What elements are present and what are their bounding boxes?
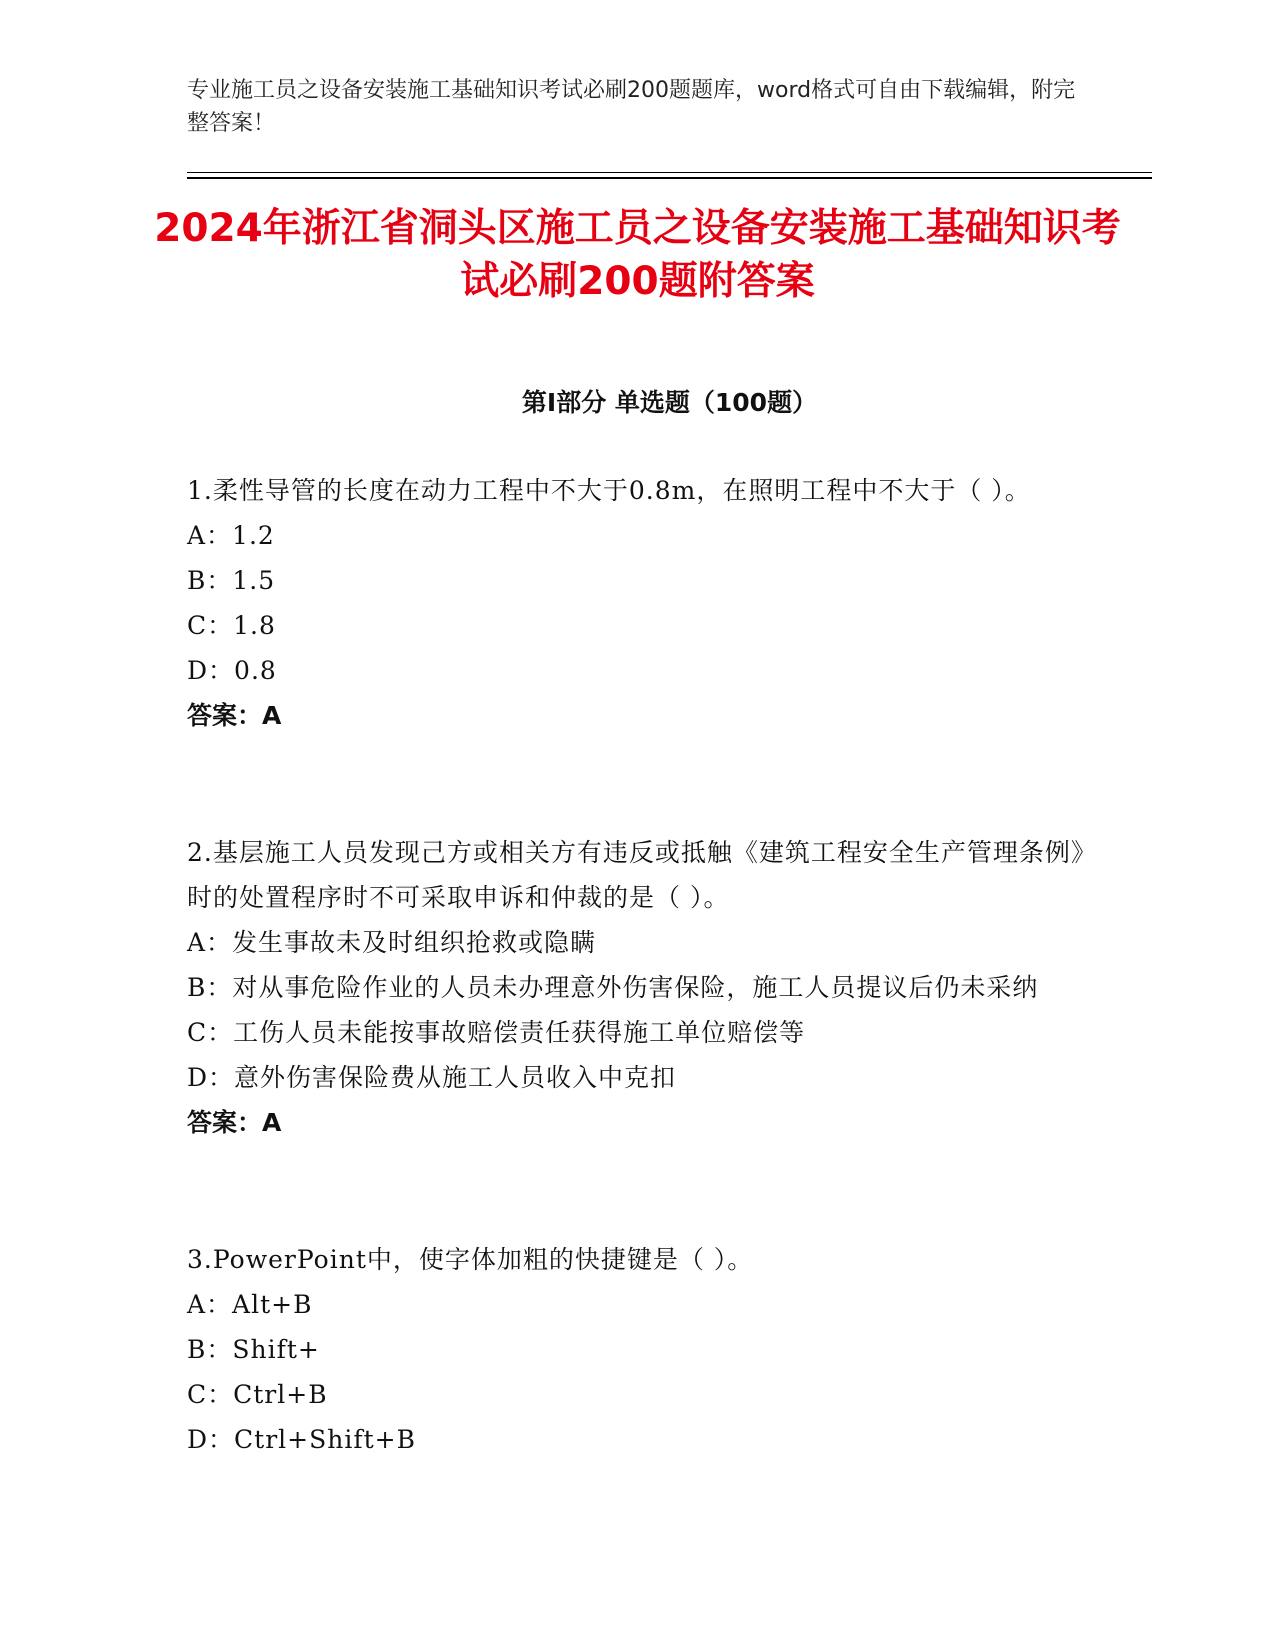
question-2: [187, 830, 1087, 1145]
section-heading: 第Ⅰ部分 单选题（100题）: [521, 388, 818, 417]
question-text: 1.柔性导管的长度在动力工程中不大于0.8m，在照明工程中不大于（ ）。: [187, 476, 1031, 505]
option-a: A：发生事故未及时组织抢救或隐瞒: [187, 928, 597, 957]
option-b: B：对从事危险作业的人员未办理意外伤害保险，施工人员提议后仍未采纳: [187, 973, 1039, 1002]
document-title: 2024年浙江省洞头区施工员之设备安装施工基础知识考试必刷200题附答案: [154, 206, 1121, 304]
answer: 答案：A: [187, 701, 282, 730]
option-d: D：意外伤害保险费从施工人员收入中克扣: [187, 1063, 677, 1092]
question-3: [187, 1237, 1087, 1462]
option-d: D：0.8: [187, 656, 277, 685]
header-note: 专业施工员之设备安装施工基础知识考试必刷200题题库，word格式可自由下载编辑，附完整答案！: [187, 78, 1076, 136]
option-a: A：Alt+B: [187, 1290, 313, 1319]
option-b: B：Shift+: [187, 1335, 320, 1364]
option-b: B：1.5: [187, 566, 276, 595]
question-text: 3.PowerPoint中，使字体加粗的快捷键是（ ）。: [187, 1245, 754, 1274]
header-rule-thin: [187, 172, 1152, 173]
option-c: C：工伤人员未能按事故赔偿责任获得施工单位赔偿等: [187, 1018, 806, 1047]
answer: 答案：A: [187, 1108, 282, 1137]
option-c: C：1.8: [187, 611, 276, 640]
option-d: D：Ctrl+Shift+B: [187, 1425, 416, 1454]
question-text: 2.基层施工人员发现己方或相关方有违反或抵触《建筑工程安全生产管理条例》时的处置程序时不可采取申诉和仲裁的是（ ）。: [187, 838, 1085, 912]
option-a: A：1.2: [187, 521, 275, 550]
question-1: [187, 468, 1087, 738]
option-c: C：Ctrl+B: [187, 1380, 328, 1409]
header-rule-thick: [187, 177, 1152, 179]
